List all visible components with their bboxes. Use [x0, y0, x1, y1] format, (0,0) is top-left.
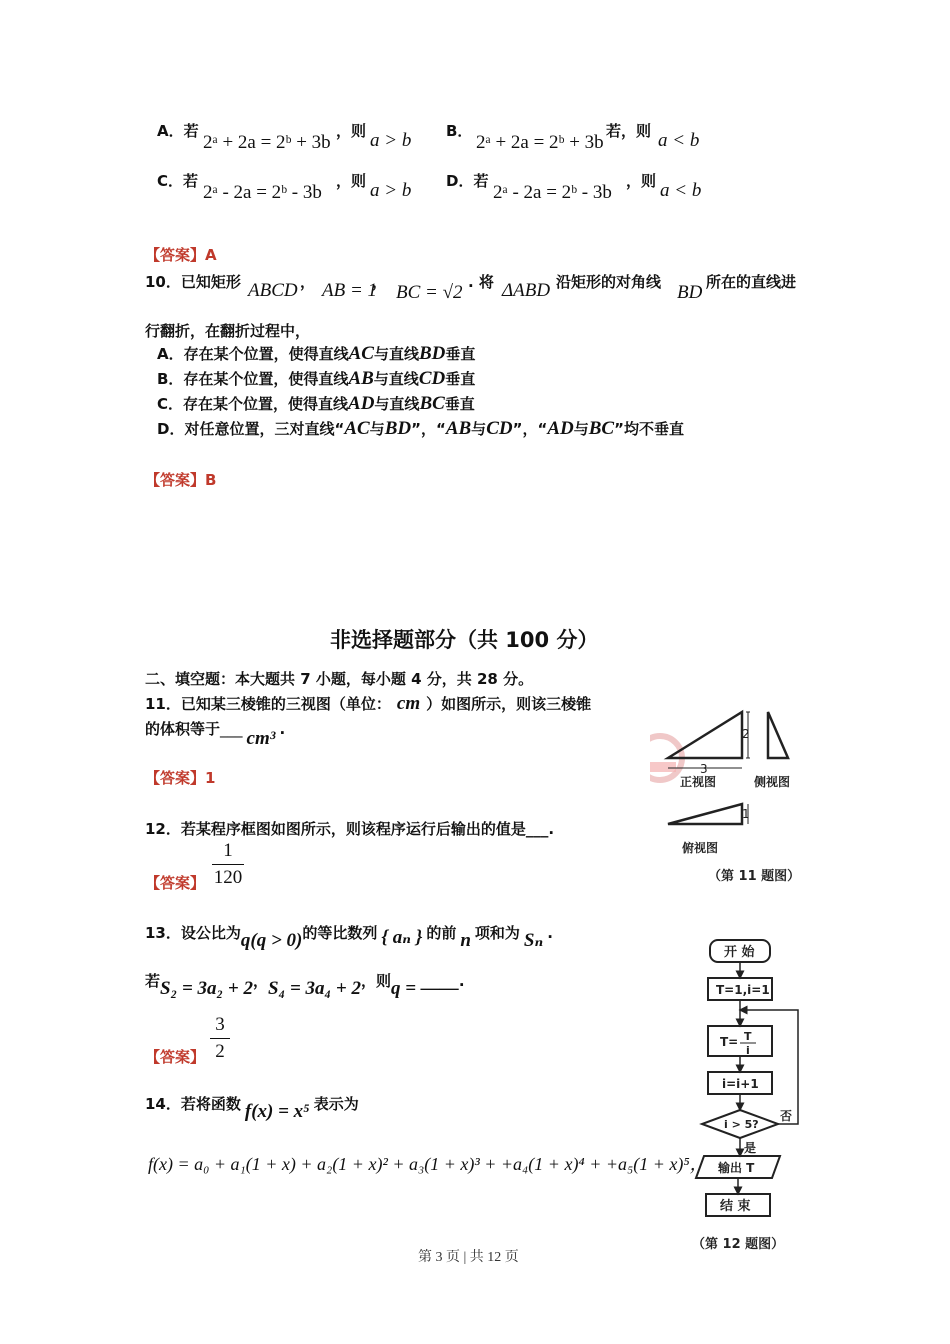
option-text: 垂直 [445, 345, 476, 363]
q9-option-c-label: C．若 [157, 172, 199, 190]
option-text: ”，“ [411, 420, 446, 438]
option-text: 与 [369, 420, 385, 438]
q13-blank: q = —— [390, 978, 459, 999]
front-view-label: 正视图 [680, 775, 717, 789]
fraction-numerator: 1 [223, 840, 233, 861]
line-name: AC [344, 418, 370, 439]
q13-text: 若 [145, 972, 161, 990]
dim-label-2: 2 [742, 727, 750, 741]
q10-bd: BD [677, 282, 703, 303]
end-label: 结 束 [720, 1199, 751, 1214]
assign-denominator: i [746, 1044, 750, 1057]
line-name: AB [445, 418, 472, 439]
line-name: BD [384, 418, 412, 439]
q9-option-c-then: ，则 [336, 172, 367, 190]
option-text: A．存在某个位置，使得直线 [157, 345, 349, 363]
q11-text: . [279, 720, 286, 738]
top-view-label: 俯视图 [682, 841, 719, 855]
q9-option-d-equation: 2ᵃ - 2a = 2ᵇ - 3b [493, 182, 612, 203]
line-name: AB [348, 368, 374, 389]
q10-option-c [157, 393, 475, 415]
assign-lhs: T= [720, 1035, 739, 1049]
q14-text: 14．若将函数 [145, 1095, 241, 1113]
q13-ratio: q(q > 0) [240, 930, 303, 951]
q13-answer-label: 【答案】 [145, 1048, 206, 1066]
q10-ab-length: AB = 1 [322, 280, 378, 301]
q9-option-c-equation: 2ᵃ - 2a = 2ᵇ - 3b [203, 182, 322, 203]
fig12-flowchart [680, 930, 810, 1260]
start-label: 开 始 [724, 945, 755, 960]
init-label: T=1,i=1 [716, 983, 770, 997]
q13-s4-equation: S₄ = 3a₄ + 2 [268, 978, 361, 999]
option-text: C．存在某个位置，使得直线 [157, 395, 349, 413]
q9-option-a-label: A．若 [157, 122, 199, 140]
option-text: ”，“ [512, 420, 548, 438]
line-name: BD [419, 343, 446, 364]
q13-sum: Sₙ [523, 930, 544, 951]
line-name: BC [419, 393, 445, 414]
fig12-caption: （第 12 题图） [692, 1237, 785, 1252]
q9-option-c-result: a > b [370, 180, 412, 201]
q10-line-text: 所在的直线进 [706, 273, 797, 291]
q11-unit-cubed: cm³ [246, 728, 276, 749]
q10-diagonal-text: 沿矩形的对角线 [556, 273, 662, 291]
front-view-triangle [668, 712, 742, 758]
output-label: 输出 T [718, 1161, 755, 1175]
dim-label-3: 3 [700, 762, 708, 776]
q13-line1 [145, 921, 553, 951]
q13-text: ，则 [360, 972, 391, 990]
side-view-triangle [768, 712, 788, 758]
q10-comma: ， [300, 273, 316, 291]
fill-in-intro: 二、填空题：本大题共 7 小题，每小题 4 分，共 28 分。 [145, 670, 534, 688]
page-footer: 第 3 页 | 共 12 页 [418, 1250, 519, 1265]
q14-text: 表示为 [313, 1095, 359, 1113]
q9-option-a-then: ，则 [336, 122, 367, 140]
fig11-three-views [650, 700, 820, 890]
q9-option-d-label: D．若 [446, 172, 489, 190]
q13-text: 项和为 [474, 924, 520, 942]
q13-text: . [458, 972, 465, 990]
no-label: 否 [780, 1109, 793, 1123]
fraction-numerator: 3 [215, 1014, 225, 1035]
loop-arrow [740, 1010, 798, 1124]
q13-answer-fraction [210, 1014, 230, 1063]
side-view-label: 侧视图 [754, 775, 791, 789]
q13-text: ， [252, 972, 268, 990]
line-name: CD [486, 418, 513, 439]
q11-text: 的体积等于 [145, 720, 221, 738]
q9-answer: 【答案】A [145, 246, 217, 264]
option-text: 与直线 [373, 370, 419, 388]
q10-option-b [157, 368, 475, 390]
line-name: AD [348, 393, 375, 414]
option-text: B．存在某个位置，使得直线 [157, 370, 349, 388]
line-name: AD [547, 418, 574, 439]
condition-label: i > 5? [724, 1118, 759, 1131]
q11-text: 11．已知某三棱锥的三视图（单位： [145, 695, 391, 713]
q10-option-d [157, 418, 684, 440]
q11-unit: cm [396, 693, 421, 714]
q9-option-b-then: 若，则 [606, 122, 652, 140]
option-text: 与直线 [373, 345, 419, 363]
q10-abcd: ABCD [248, 280, 298, 301]
q11-blank: ___ [220, 720, 243, 738]
option-text: 垂直 [445, 370, 476, 388]
yes-label: 是 [744, 1141, 757, 1155]
fraction-denominator: 2 [215, 1041, 225, 1062]
q13-line2 [145, 970, 465, 999]
option-text: 与 [471, 420, 487, 438]
q9-option-b-label: B． [446, 122, 473, 140]
section-title: 非选择题部分（共 100 分） [330, 628, 599, 652]
increment-label: i=i+1 [722, 1077, 759, 1091]
q13-s2-equation: S₂ = 3a₂ + 2 [160, 978, 253, 999]
q10-fold-text: . 将 [468, 273, 494, 291]
fraction-bar [212, 864, 244, 865]
q11-answer [145, 767, 215, 788]
line-name: CD [418, 368, 446, 389]
option-text: D．对任意位置，三对直线“ [157, 420, 345, 438]
q9-option-d-then: ，则 [626, 172, 657, 190]
q10-comma: ， [372, 273, 388, 291]
option-text: 垂直 [444, 395, 475, 413]
q12-answer-fraction [212, 840, 244, 889]
q9-option-d-result: a < b [660, 180, 702, 201]
fraction-bar [210, 1038, 230, 1039]
dim-label-1: 1 [742, 807, 750, 821]
line-name: AC [348, 343, 374, 364]
q14-function: f(x) = x⁵ [244, 1101, 310, 1122]
q11-text: ）如图所示，则该三棱锥 [426, 695, 592, 713]
q9-option-b-result: a < b [658, 130, 700, 151]
q13-n: n [460, 930, 471, 951]
fig11-caption: （第 11 题图） [708, 869, 801, 884]
q9-option-a-equation: 2ᵃ + 2a = 2ᵇ + 3b [203, 132, 331, 153]
q9-option-b-equation: 2ᵃ + 2a = 2ᵇ + 3b [476, 132, 604, 153]
q13-text: . [547, 924, 553, 942]
assign-node [708, 1026, 772, 1056]
q10-intro: 10．已知矩形 [145, 273, 241, 291]
q11-line2 [145, 718, 286, 749]
q12-answer-label: 【答案】 [145, 874, 206, 892]
q9-option-a-result: a > b [370, 130, 412, 151]
q10-answer: 【答案】B [145, 471, 217, 489]
q11-line1 [145, 693, 591, 715]
q13-text: 的前 [426, 924, 457, 942]
q14-line1 [145, 1093, 359, 1122]
q10-bc-length: BC = √2 [396, 282, 463, 303]
option-text: 与直线 [374, 395, 420, 413]
q12-text: 12．若某程序框图如图所示，则该程序运行后输出的值是___. [145, 820, 555, 838]
answer-text: 【答案】1 [145, 769, 216, 787]
option-text: 与 [573, 420, 589, 438]
q10-line2: 行翻折，在翻折过程中， [145, 322, 311, 340]
q13-text: 的等比数列 [302, 924, 378, 942]
top-view-triangle [668, 804, 742, 824]
q14-expansion: f(x) = a₀ + a₁(1 + x) + a₂(1 + x)² + a₃(1 + x)³ + +a₄(1 + x)⁴ + +a₅(1 + x)⁵， [148, 1154, 708, 1174]
q13-sequence: { aₙ } [381, 927, 423, 948]
q10-triangle: ΔABD [502, 280, 551, 301]
q13-text: 13．设公比为 [145, 924, 241, 942]
line-name: BC [588, 418, 615, 439]
fraction-denominator: 120 [213, 867, 243, 888]
q10-option-a [157, 343, 475, 365]
option-text: ”均不垂直 [614, 420, 684, 438]
assign-numerator: T [744, 1030, 752, 1043]
